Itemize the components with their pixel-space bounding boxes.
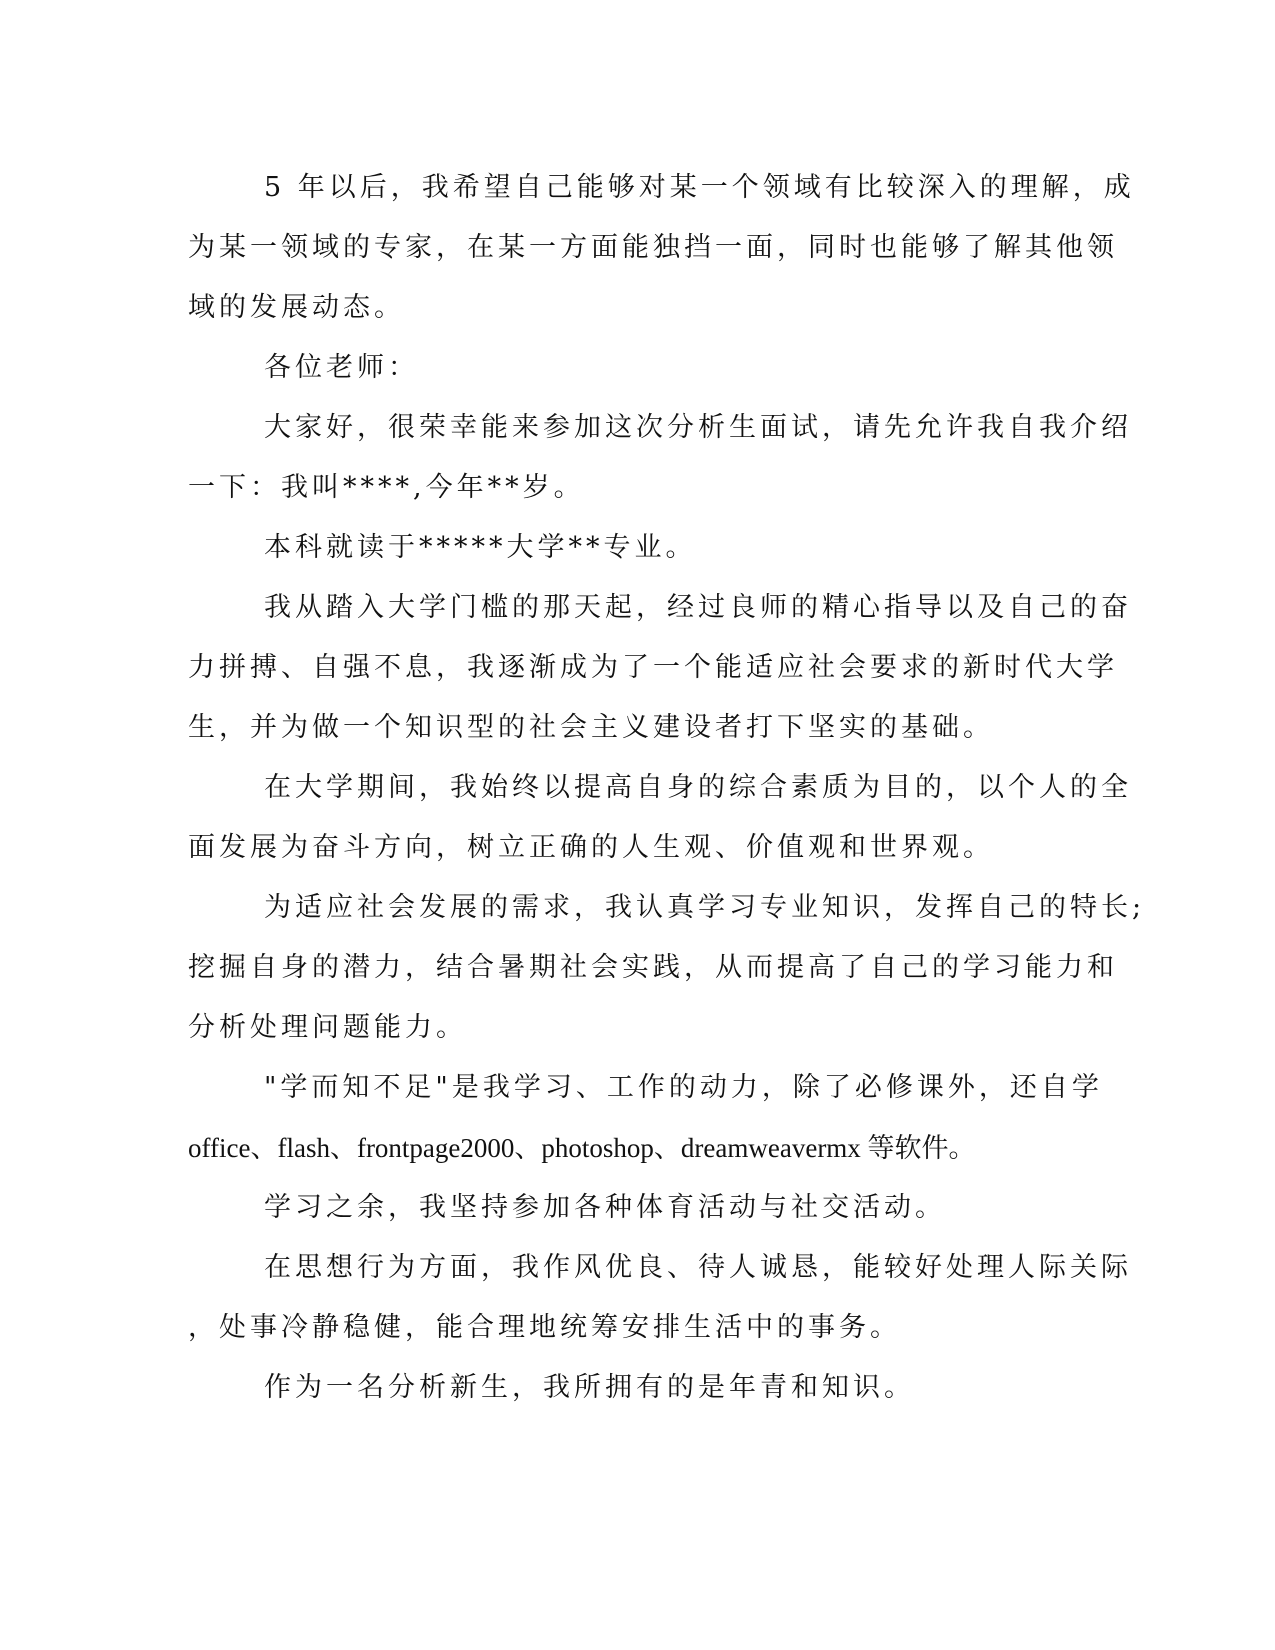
paragraph-line: 我从踏入大学门槛的那天起，经过良师的精心指导以及自己的奋 [264, 592, 1132, 623]
paragraph-line: 一下：我叫****,今年**岁。 [188, 472, 585, 503]
paragraph-line: 5 年以后，我希望自己能够对某一个领域有比较深入的理解，成 [264, 172, 1135, 203]
paragraph-line: 域的发展动态。 [188, 292, 405, 323]
paragraph-line: 为适应社会发展的需求，我认真学习专业知识，发挥自己的特长; [264, 892, 1146, 923]
salutation-line: 各位老师： [264, 352, 419, 383]
paragraph-line: 为某一领域的专家，在某一方面能独挡一面，同时也能够了解其他领 [188, 232, 1118, 263]
paragraph-line: 在大学期间，我始终以提高自身的综合素质为目的，以个人的全 [264, 772, 1132, 803]
paragraph-line: 力拼搏、自强不息，我逐渐成为了一个能适应社会要求的新时代大学 [188, 652, 1118, 683]
software-list-line: office、flash、frontpage2000、photoshop、dreamweavermx 等软件。 [188, 1133, 976, 1163]
paragraph-line: "学而知不足"是我学习、工作的动力，除了必修课外，还自学 [264, 1072, 1103, 1103]
paragraph-line: 作为一名分析新生，我所拥有的是年青和知识。 [264, 1372, 915, 1403]
paragraph-line: 学习之余，我坚持参加各种体育活动与社交活动。 [264, 1192, 946, 1223]
paragraph-line: 大家好，很荣幸能来参加这次分析生面试，请先允许我自我介绍 [264, 412, 1132, 443]
paragraph-line: 本科就读于*****大学**专业。 [264, 532, 697, 563]
paragraph-line: 分析处理问题能力。 [188, 1012, 467, 1043]
paragraph-line: 生，并为做一个知识型的社会主义建设者打下坚实的基础。 [188, 712, 994, 743]
paragraph-line: 在思想行为方面，我作风优良、待人诚恳，能较好处理人际关际 [264, 1252, 1132, 1283]
document-body [188, 158, 1146, 1418]
paragraph-line: ，处事冷静稳健，能合理地统筹安排生活中的事务。 [188, 1312, 901, 1343]
paragraph-line: 面发展为奋斗方向，树立正确的人生观、价值观和世界观。 [188, 832, 994, 863]
paragraph-line: 挖掘自身的潜力，结合暑期社会实践，从而提高了自己的学习能力和 [188, 952, 1118, 983]
